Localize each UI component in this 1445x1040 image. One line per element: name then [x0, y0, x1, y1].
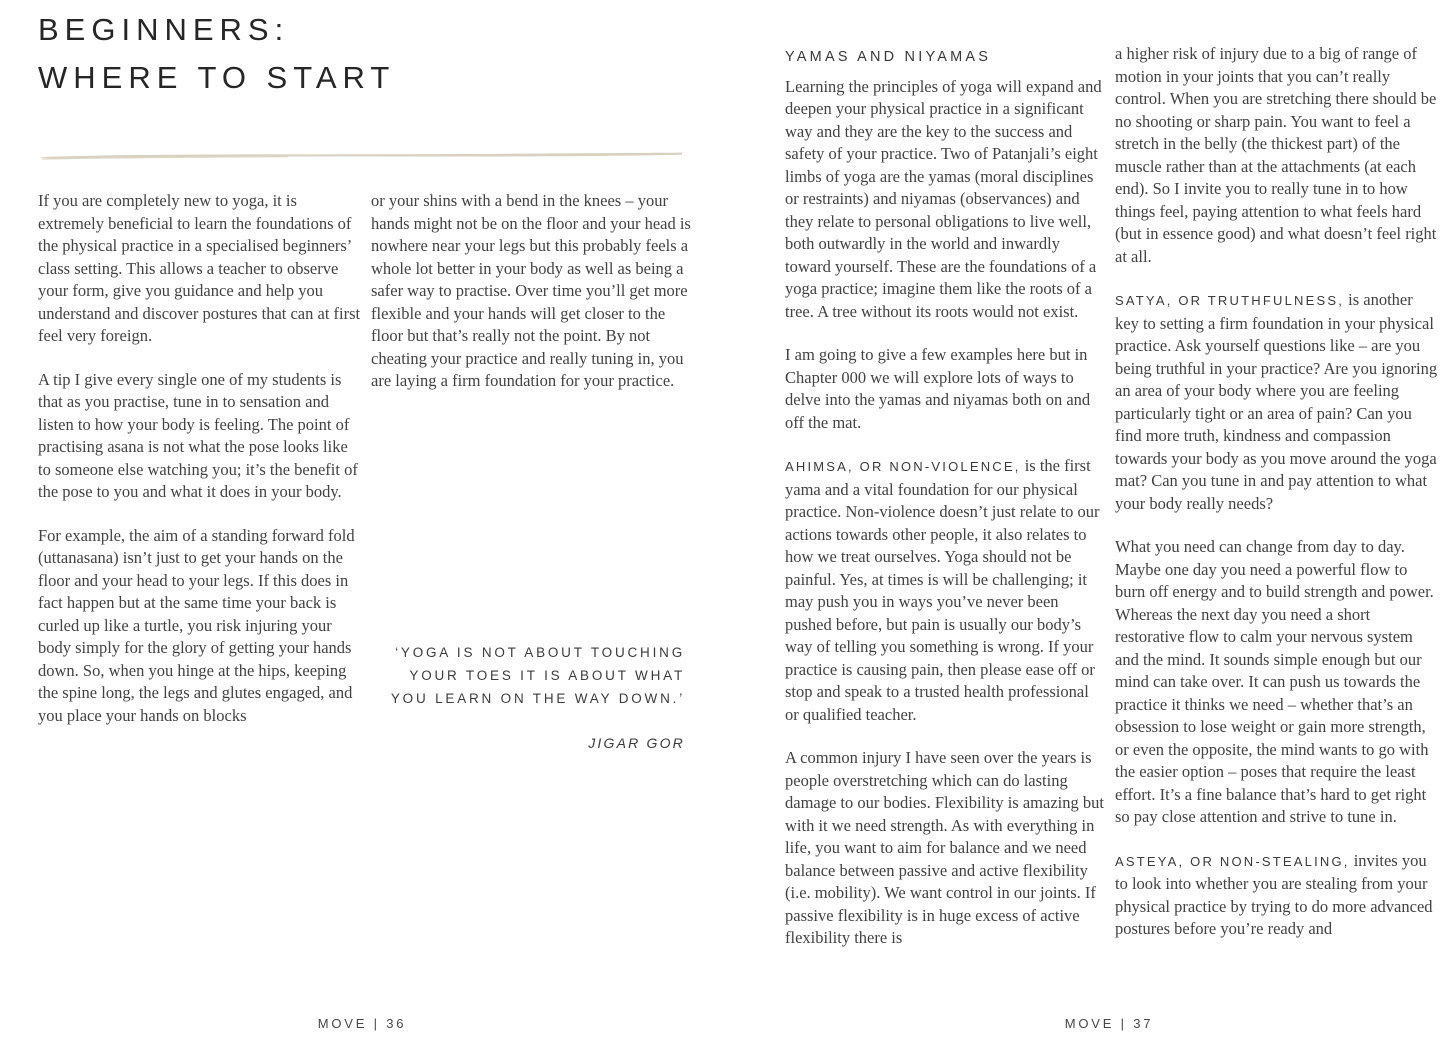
left-page-column-2 [371, 190, 695, 414]
paragraph: or your shins with a bend in the knees – your hands might not be on the floor and your head is nowhere near your legs but this probably feels a whole lot better in your body as well as being a safer way to practise. Over time you’ll get more flexible and your hands will get closer to the floor but that’s really not the point. By not cheating your practice and really tuning in, you are laying a firm foundation for your practice. [371, 191, 691, 390]
paragraph-text: is the first yama and a vital foundation for our physical practice. Non-violence doesn’t just relate to our actions towards other people, it also relates to how we treat ourselves. Yoga should not be painful. Yes, at times is will be challenging; it may push you in ways you’ve never been pushed before, but pain is usually our body’s way of telling you something is wrong. If your practice is causing pain, then please ease off or stop and speak to a trusted health professional or qualified teacher. [785, 456, 1100, 724]
quote-line: ‘YOGA IS NOT ABOUT TOUCHING [395, 645, 685, 660]
page-title [38, 6, 395, 102]
quote-attribution: JIGAR GOR [588, 735, 685, 751]
paragraph [785, 455, 1105, 726]
page-title-line2: WHERE TO START [38, 60, 396, 95]
paragraph: I am going to give a few examples here but in Chapter 000 we will explore lots of ways to delve into the yamas and niyamas both on and off the mat. [785, 345, 1091, 432]
pull-quote [370, 641, 685, 755]
quote-line: YOUR TOES IT IS ABOUT WHAT [409, 668, 685, 683]
paragraph: What you need can change from day to day. Maybe one day you need a powerful flow to burn off energy and to build strength and power. Whereas the next day you need a short restorative flow to calm your nervous system and the mind. It sounds simple enough but our mind can take over. It can push us towards the practice it thinks we need – whether that’s an obsession to lose weight or gain more strength, or even the opposite, the mind wants to go with the easier option – poses that require the least effort. It’s a fine balance that’s hard to get right so pay close attention and strive to tune in. [1115, 537, 1434, 826]
paragraph-text: is another key to setting a firm foundation in your physical practice. Ask yourself questions like – are you being truthful in your practice? Are you ignoring an area of your body where you are feeling particularly tight or an area of pain? Can you find more truth, kindness and compassion towards your body as you move around the yoga mat? Can you tune in and pay attention to what your body really needs? [1115, 290, 1438, 513]
paragraph [1115, 850, 1439, 941]
quote-line: YOU LEARN ON THE WAY DOWN.’ [390, 691, 685, 706]
paragraph: Learning the principles of yoga will expand and deepen your physical practice in a significant way and they are the key to the success and safety of your practice. Two of Patanjali’s eight limbs of yoga are the yamas (moral disciplines or restraints) and niyamas (observances) and they relate to personal obligations to live well, both outwardly in the world and inwardly toward yourself. These are the foundations of a yoga practice; imagine them like the roots of a tree. A tree without its roots would not exist. [785, 76, 1102, 321]
term-lead-ahimsa: AHIMSA, OR NON-VIOLENCE, [785, 459, 1021, 474]
brush-stroke-divider [38, 146, 683, 164]
page-footer-right: MOVE | 37 [1064, 1016, 1154, 1031]
paragraph: If you are completely new to yoga, it is extremely beneficial to learn the foundations of the physical practice in a specialised beginners’ class setting. This allows a teacher to observe your form, give you guidance and help you understand and discover postures that can at first feel very foreign. [38, 191, 361, 345]
paragraph [1115, 289, 1439, 515]
section-heading-yamas-and-niyamas: YAMAS AND NIYAMAS [785, 49, 992, 65]
paragraph: For example, the aim of a standing forward fold (uttanasana) isn’t just to get your hands on the floor and your head to your legs. If this does in fact happen but at the same time your back is curled up like a turtle, you risk injuring your body simply for the glory of getting your hands down. So, when you hinge at the hips, keeping the spine long, the legs and glutes engaged, and you place your hands on blocks [38, 525, 355, 725]
page-footer-left: MOVE | 36 [317, 1016, 407, 1031]
right-page-column-2 [1115, 43, 1439, 962]
paragraph: A tip I give every single one of my students is that as you practise, tune in to sensation and listen to how your body is feeling. The point of practising asana is not what the pose looks like to someone else watching you; it’s the benefit of the pose to you and what it does in your body. [38, 369, 358, 501]
paragraph-text: invites you to look into whether you are stealing from your physical practice by trying to do more advanced postures before you’re ready and [1115, 850, 1433, 938]
paragraph: A common injury I have seen over the years is people overstretching which can do lasting damage to our bodies. Flexibility is amazing but with it we need strength. As with everything in life, you want to aim for balance and we need balance between passive and active flexibility (i.e. mobility). We want control in our joints. If passive flexibility is in huge excess of active flexibility there is [785, 748, 1104, 947]
page-title-line1: BEGINNERS: [38, 12, 290, 47]
paragraph: a higher risk of injury due to a big of range of motion in your joints that you can’t really control. When you are stretching there should be no shooting or sharp pain. You want to feel a stretch in the belly (the thickest part) of the muscle rather than at the attachments (at each end). So I invite you to really tune in to how things feel, paying attention to what feels hard (but in essence good) and what doesn’t feel right at all. [1115, 44, 1437, 266]
term-lead-satya: SATYA, OR TRUTHFULNESS, [1115, 293, 1345, 308]
right-page-column-1 [785, 46, 1105, 971]
term-lead-asteya: ASTEYA, OR NON-STEALING, [1115, 853, 1350, 869]
left-page-column-1 [38, 190, 362, 748]
